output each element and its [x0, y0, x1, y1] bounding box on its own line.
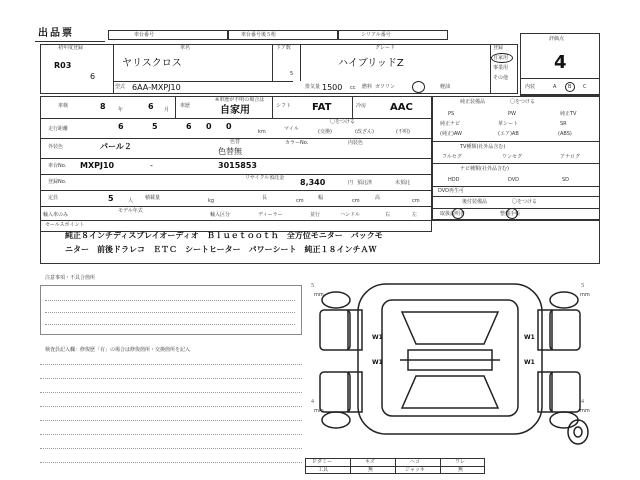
fuel-circle [412, 81, 425, 93]
damage-code: W1 [372, 359, 383, 366]
sales-line-1: 純正８インチディスプレイオーディオ Ｂｌｕｅｔｏｏｔｈ 全方位モニター バックモ [65, 231, 383, 240]
page-title: 出品票 [38, 28, 74, 39]
header-field-2: 車台番号後５桁 [228, 30, 338, 40]
use-value: 自家用 [220, 105, 250, 116]
sales-line-2: ニター 前後ドラレコ ＥＴＣ シートヒーター パワーシート 純正１８インチＡＷ [65, 245, 377, 254]
mileage-digit: 0 [206, 122, 212, 131]
mileage-digit: 6 [118, 122, 124, 131]
damage-code: W1 [524, 359, 535, 366]
model-code: 6AA-MXPJ10 [132, 83, 181, 92]
mileage-digit: 0 [226, 122, 232, 131]
header-field-3: シリアル番号 [338, 30, 448, 40]
vin-number: 3015853 [218, 161, 257, 170]
damage-code: W1 [524, 334, 535, 341]
displacement: 1500 [322, 83, 343, 92]
notes-title: 注意事項・不具合箇所 [45, 275, 96, 281]
inspect-month: 6 [148, 102, 154, 111]
grade-value: ハイブリッドZ [338, 58, 404, 69]
month-value: 6 [90, 72, 96, 81]
inspector-title: 検査員記入欄：修復歴「有」の場合は修復箇所・交換箇所を記入 [45, 347, 191, 353]
shift-value: FAT [312, 102, 332, 113]
header-field-1: 車台番号 [108, 30, 228, 40]
rating-box: 評価点 4 [520, 33, 600, 95]
plate-circle [491, 53, 513, 63]
inspect-year: 8 [100, 102, 106, 111]
notes-area [40, 285, 302, 335]
year-value: R03 [54, 61, 72, 70]
fuel-value: ガソリン [375, 84, 396, 90]
recycle-fee: 8,340 [300, 178, 326, 187]
door-count: 5 [290, 71, 294, 77]
vin-prefix: MXPJ10 [80, 161, 115, 170]
mileage-digit: 6 [186, 122, 192, 131]
damage-code: W1 [372, 334, 383, 341]
car-name: ヤリスクロス [122, 58, 182, 69]
sales-points [40, 220, 600, 264]
interior-grade: 内装 A B C [520, 78, 600, 96]
rating-value: 4 [554, 52, 567, 73]
capacity: 5 [108, 194, 114, 203]
car-diagram [300, 272, 600, 462]
color-value: パール２ [100, 142, 132, 151]
color-change: 色替無 [218, 147, 242, 156]
ac-value: AAC [390, 102, 413, 113]
mileage-digit: 5 [152, 122, 158, 131]
